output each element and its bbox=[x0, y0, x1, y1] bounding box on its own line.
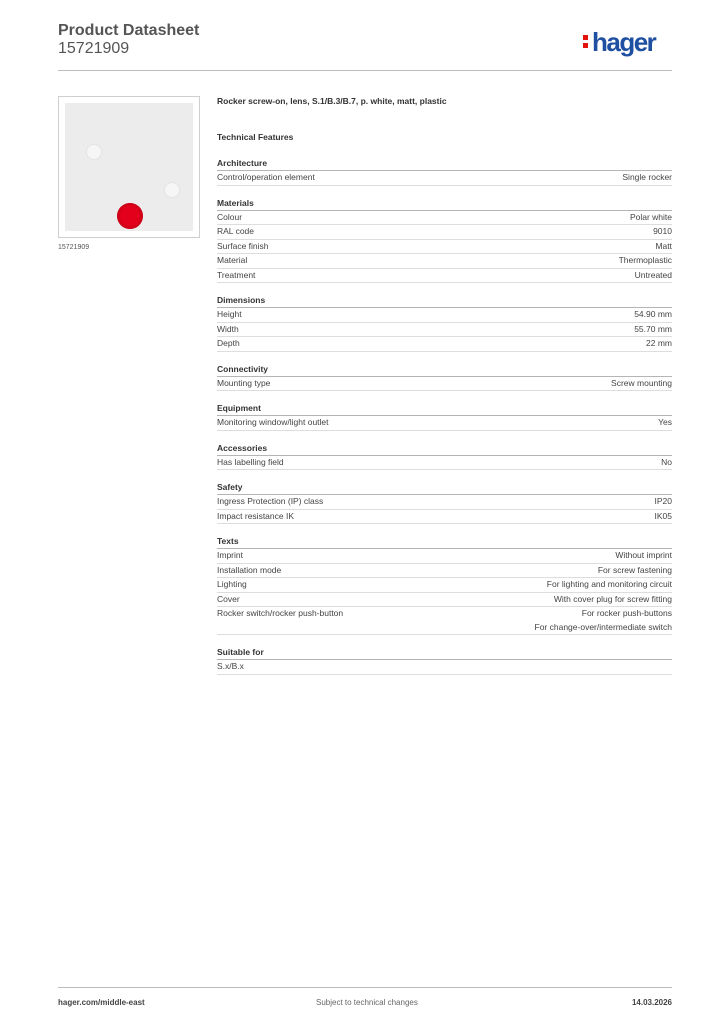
spec-value-line: Polar white bbox=[629, 211, 672, 222]
spec-value bbox=[547, 578, 672, 592]
spec-row bbox=[217, 607, 672, 635]
spec-value bbox=[634, 323, 672, 337]
spec-label: Control/operation element bbox=[217, 172, 315, 182]
spec-value bbox=[554, 593, 672, 607]
section-materials bbox=[217, 197, 672, 284]
spec-value bbox=[535, 607, 672, 634]
spec-value bbox=[622, 171, 672, 185]
spec-value bbox=[661, 456, 672, 470]
technical-features-title: Technical Features bbox=[217, 132, 294, 142]
spec-value-line: 55.70 mm bbox=[634, 323, 672, 334]
section-suitable-for bbox=[217, 646, 672, 675]
spec-value bbox=[655, 510, 673, 524]
spec-value-line: Matt bbox=[655, 240, 672, 251]
footer-disclaimer: Subject to technical changes bbox=[316, 998, 418, 1007]
spec-value-line: IK05 bbox=[654, 510, 672, 521]
spec-value bbox=[630, 211, 672, 225]
spec-value bbox=[634, 308, 672, 322]
spec-label: Height bbox=[217, 309, 242, 319]
spec-value-line: Thermoplastic bbox=[618, 255, 672, 265]
spec-label: Lighting bbox=[217, 579, 247, 589]
spec-label: Colour bbox=[217, 211, 243, 222]
spec-row bbox=[217, 549, 672, 564]
spec-value bbox=[615, 549, 672, 563]
spec-row bbox=[217, 323, 672, 338]
spec-label: RAL code bbox=[217, 226, 255, 236]
section-connectivity bbox=[217, 363, 672, 392]
spec-label: Depth bbox=[217, 338, 240, 348]
spec-value bbox=[646, 337, 672, 351]
spec-value-line: For screw fastening bbox=[597, 564, 672, 575]
hager-logo-dots bbox=[583, 35, 589, 51]
spec-row bbox=[217, 308, 672, 323]
spec-row bbox=[217, 337, 672, 352]
section-accessories bbox=[217, 442, 672, 471]
spec-value-line: Without imprint bbox=[615, 550, 672, 560]
spec-value-line: With cover plug for screw fitting bbox=[553, 593, 672, 604]
spec-label: Mounting type bbox=[217, 377, 271, 388]
spec-value-line: No bbox=[661, 456, 672, 467]
footer-website: hager.com/middle-east bbox=[58, 998, 145, 1007]
spec-value bbox=[635, 269, 672, 283]
spec-value-line: For change-over/intermediate switch bbox=[534, 621, 672, 632]
red-lens-icon bbox=[117, 203, 143, 229]
spec-row bbox=[217, 416, 672, 431]
spec-row bbox=[217, 510, 672, 525]
spec-value bbox=[611, 377, 672, 391]
spec-label: Material bbox=[217, 255, 248, 265]
product-image bbox=[58, 96, 200, 238]
screw-cover-icon bbox=[165, 183, 179, 197]
section-dimensions bbox=[217, 294, 672, 352]
product-number: 15721909 bbox=[58, 40, 130, 57]
section-title: Materials bbox=[217, 197, 672, 211]
spec-label: Imprint bbox=[217, 550, 243, 560]
section-title: Equipment bbox=[217, 402, 672, 416]
spec-row bbox=[217, 377, 672, 392]
spec-row bbox=[217, 269, 672, 284]
spec-label: Ingress Protection (IP) class bbox=[217, 496, 324, 506]
section-title: Safety bbox=[217, 481, 672, 495]
spec-value bbox=[655, 495, 673, 509]
spec-label: Cover bbox=[217, 593, 240, 604]
spec-row bbox=[217, 225, 672, 240]
spec-value-line: For lighting and monitoring circuit bbox=[546, 579, 672, 589]
spec-label: Width bbox=[217, 323, 239, 334]
screw-cover-icon bbox=[87, 145, 101, 159]
spec-row bbox=[217, 660, 672, 675]
spec-value bbox=[653, 225, 672, 239]
section-texts bbox=[217, 535, 672, 635]
section-title: Architecture bbox=[217, 157, 672, 171]
spec-value bbox=[598, 564, 672, 578]
spec-label: Impact resistance IK bbox=[217, 510, 295, 521]
spec-row bbox=[217, 564, 672, 579]
footer-date: 14.03.2026 bbox=[631, 998, 672, 1007]
spec-value bbox=[658, 416, 672, 430]
spec-label: Has labelling field bbox=[217, 456, 284, 467]
spec-row bbox=[217, 578, 672, 593]
spec-row bbox=[217, 593, 672, 608]
spec-row bbox=[217, 211, 672, 226]
document-title: Product Datasheet bbox=[58, 22, 200, 39]
spec-value-line: For rocker push-buttons bbox=[581, 608, 672, 618]
section-safety bbox=[217, 481, 672, 524]
spec-value-line: IP20 bbox=[654, 496, 672, 506]
section-title: Dimensions bbox=[217, 294, 672, 308]
datasheet-content bbox=[217, 96, 672, 686]
hager-logo: hager bbox=[592, 27, 656, 57]
spec-value-line: Single rocker bbox=[622, 172, 672, 182]
section-architecture bbox=[217, 157, 672, 186]
spec-value-line: Screw mounting bbox=[611, 377, 672, 388]
spec-label: Monitoring window/light outlet bbox=[217, 417, 329, 427]
rocker-plate bbox=[65, 103, 193, 231]
footer-divider bbox=[58, 987, 672, 988]
spec-value-line: 22 mm bbox=[646, 338, 672, 348]
spec-label: S.x/B.x bbox=[217, 661, 244, 671]
page-header bbox=[58, 22, 199, 58]
spec-label: Surface finish bbox=[217, 240, 269, 251]
section-title: Accessories bbox=[217, 442, 672, 456]
spec-label: Rocker switch/rocker push-button bbox=[217, 608, 344, 618]
spec-row bbox=[217, 240, 672, 255]
spec-row bbox=[217, 254, 672, 269]
spec-value bbox=[655, 240, 672, 254]
spec-row bbox=[217, 171, 672, 186]
spec-row bbox=[217, 495, 672, 510]
section-title: Suitable for bbox=[217, 646, 672, 660]
section-title: Connectivity bbox=[217, 363, 672, 377]
spec-value bbox=[619, 254, 672, 268]
spec-label: Treatment bbox=[217, 269, 256, 280]
section-equipment bbox=[217, 402, 672, 431]
product-description: Rocker screw-on, lens, S.1/B.3/B.7, p. white, matt, plastic bbox=[217, 96, 447, 106]
spec-value-line: Untreated bbox=[634, 269, 672, 280]
spec-value-line: 9010 bbox=[653, 226, 672, 236]
feature-sections bbox=[217, 157, 672, 675]
image-caption: 15721909 bbox=[58, 244, 90, 251]
section-title: Texts bbox=[217, 535, 672, 549]
spec-row bbox=[217, 456, 672, 471]
spec-value-line: 54.90 mm bbox=[634, 309, 672, 319]
header-divider bbox=[58, 70, 672, 71]
spec-label: Installation mode bbox=[217, 564, 282, 575]
spec-value-line: Yes bbox=[658, 417, 672, 427]
